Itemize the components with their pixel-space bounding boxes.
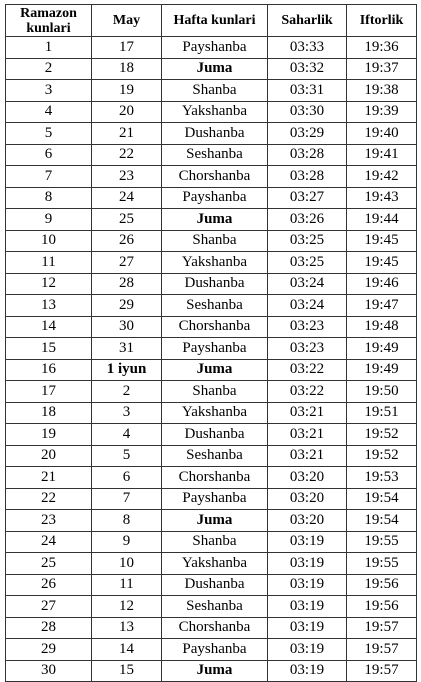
cell-suhoor: 03:19 bbox=[268, 596, 347, 618]
cell-date: 25 bbox=[92, 209, 162, 231]
header-month: May bbox=[92, 5, 162, 37]
cell-ramadan-day: 4 bbox=[6, 101, 92, 123]
table-row bbox=[6, 574, 417, 596]
cell-ramadan-day: 3 bbox=[6, 80, 92, 102]
table-row bbox=[6, 596, 417, 618]
cell-ramadan-day: 17 bbox=[6, 381, 92, 403]
cell-weekday: Juma bbox=[162, 660, 268, 682]
cell-weekday: Dushanba bbox=[162, 123, 268, 145]
cell-weekday: Payshanba bbox=[162, 187, 268, 209]
cell-ramadan-day: 27 bbox=[6, 596, 92, 618]
cell-date: 3 bbox=[92, 402, 162, 424]
cell-ramadan-day: 11 bbox=[6, 252, 92, 274]
table-row bbox=[6, 166, 417, 188]
cell-ramadan-day: 24 bbox=[6, 531, 92, 553]
cell-date: 21 bbox=[92, 123, 162, 145]
table-row bbox=[6, 402, 417, 424]
cell-ramadan-day: 28 bbox=[6, 617, 92, 639]
cell-iftar: 19:54 bbox=[347, 510, 417, 532]
cell-weekday: Dushanba bbox=[162, 424, 268, 446]
cell-suhoor: 03:25 bbox=[268, 230, 347, 252]
cell-weekday: Juma bbox=[162, 510, 268, 532]
cell-date: 8 bbox=[92, 510, 162, 532]
table-row bbox=[6, 639, 417, 661]
cell-date: 31 bbox=[92, 338, 162, 360]
cell-ramadan-day: 21 bbox=[6, 467, 92, 489]
cell-date: 28 bbox=[92, 273, 162, 295]
table-row bbox=[6, 531, 417, 553]
cell-iftar: 19:42 bbox=[347, 166, 417, 188]
table-row bbox=[6, 553, 417, 575]
cell-ramadan-day: 22 bbox=[6, 488, 92, 510]
cell-suhoor: 03:27 bbox=[268, 187, 347, 209]
cell-iftar: 19:52 bbox=[347, 445, 417, 467]
cell-weekday: Shanba bbox=[162, 381, 268, 403]
cell-suhoor: 03:20 bbox=[268, 510, 347, 532]
cell-suhoor: 03:24 bbox=[268, 295, 347, 317]
cell-suhoor: 03:23 bbox=[268, 338, 347, 360]
cell-iftar: 19:52 bbox=[347, 424, 417, 446]
cell-date: 30 bbox=[92, 316, 162, 338]
cell-suhoor: 03:29 bbox=[268, 123, 347, 145]
table-row bbox=[6, 510, 417, 532]
cell-date: 9 bbox=[92, 531, 162, 553]
cell-suhoor: 03:19 bbox=[268, 553, 347, 575]
table-row bbox=[6, 209, 417, 231]
cell-ramadan-day: 20 bbox=[6, 445, 92, 467]
cell-suhoor: 03:28 bbox=[268, 166, 347, 188]
cell-suhoor: 03:19 bbox=[268, 574, 347, 596]
cell-iftar: 19:41 bbox=[347, 144, 417, 166]
table-row bbox=[6, 467, 417, 489]
cell-suhoor: 03:28 bbox=[268, 144, 347, 166]
table-row bbox=[6, 359, 417, 381]
cell-suhoor: 03:19 bbox=[268, 617, 347, 639]
cell-iftar: 19:45 bbox=[347, 252, 417, 274]
header-row bbox=[6, 5, 417, 37]
cell-iftar: 19:38 bbox=[347, 80, 417, 102]
cell-ramadan-day: 5 bbox=[6, 123, 92, 145]
cell-weekday: Dushanba bbox=[162, 574, 268, 596]
cell-ramadan-day: 8 bbox=[6, 187, 92, 209]
cell-iftar: 19:45 bbox=[347, 230, 417, 252]
cell-iftar: 19:44 bbox=[347, 209, 417, 231]
cell-weekday: Shanba bbox=[162, 531, 268, 553]
table-row bbox=[6, 424, 417, 446]
table-row bbox=[6, 316, 417, 338]
cell-suhoor: 03:32 bbox=[268, 58, 347, 80]
cell-suhoor: 03:21 bbox=[268, 424, 347, 446]
cell-weekday: Yakshanba bbox=[162, 252, 268, 274]
cell-ramadan-day: 14 bbox=[6, 316, 92, 338]
cell-weekday: Juma bbox=[162, 359, 268, 381]
cell-ramadan-day: 23 bbox=[6, 510, 92, 532]
cell-suhoor: 03:19 bbox=[268, 660, 347, 682]
cell-date: 27 bbox=[92, 252, 162, 274]
cell-date: 7 bbox=[92, 488, 162, 510]
cell-iftar: 19:40 bbox=[347, 123, 417, 145]
cell-ramadan-day: 9 bbox=[6, 209, 92, 231]
cell-date: 24 bbox=[92, 187, 162, 209]
table-row bbox=[6, 295, 417, 317]
cell-suhoor: 03:22 bbox=[268, 359, 347, 381]
cell-iftar: 19:49 bbox=[347, 338, 417, 360]
header-ramadan-day bbox=[6, 5, 92, 37]
cell-ramadan-day: 18 bbox=[6, 402, 92, 424]
cell-weekday: Shanba bbox=[162, 80, 268, 102]
header-ramadan-day-line2: kunlari bbox=[26, 20, 71, 36]
cell-suhoor: 03:26 bbox=[268, 209, 347, 231]
cell-date: 5 bbox=[92, 445, 162, 467]
cell-date: 13 bbox=[92, 617, 162, 639]
cell-iftar: 19:50 bbox=[347, 381, 417, 403]
cell-ramadan-day: 30 bbox=[6, 660, 92, 682]
cell-ramadan-day: 7 bbox=[6, 166, 92, 188]
cell-date: 29 bbox=[92, 295, 162, 317]
cell-date: 6 bbox=[92, 467, 162, 489]
cell-iftar: 19:53 bbox=[347, 467, 417, 489]
cell-suhoor: 03:24 bbox=[268, 273, 347, 295]
cell-suhoor: 03:31 bbox=[268, 80, 347, 102]
cell-suhoor: 03:25 bbox=[268, 252, 347, 274]
cell-suhoor: 03:22 bbox=[268, 381, 347, 403]
cell-ramadan-day: 25 bbox=[6, 553, 92, 575]
table-row bbox=[6, 230, 417, 252]
cell-date: 19 bbox=[92, 80, 162, 102]
table-row bbox=[6, 381, 417, 403]
cell-ramadan-day: 10 bbox=[6, 230, 92, 252]
cell-weekday: Payshanba bbox=[162, 488, 268, 510]
cell-iftar: 19:47 bbox=[347, 295, 417, 317]
cell-weekday: Chorshanba bbox=[162, 316, 268, 338]
cell-weekday: Juma bbox=[162, 209, 268, 231]
cell-iftar: 19:43 bbox=[347, 187, 417, 209]
cell-ramadan-day: 29 bbox=[6, 639, 92, 661]
cell-date: 1 iyun bbox=[92, 359, 162, 381]
cell-iftar: 19:46 bbox=[347, 273, 417, 295]
cell-date: 10 bbox=[92, 553, 162, 575]
cell-iftar: 19:56 bbox=[347, 574, 417, 596]
cell-ramadan-day: 26 bbox=[6, 574, 92, 596]
cell-date: 11 bbox=[92, 574, 162, 596]
cell-weekday: Seshanba bbox=[162, 445, 268, 467]
cell-date: 4 bbox=[92, 424, 162, 446]
table-row bbox=[6, 338, 417, 360]
cell-suhoor: 03:33 bbox=[268, 37, 347, 59]
cell-date: 14 bbox=[92, 639, 162, 661]
cell-ramadan-day: 13 bbox=[6, 295, 92, 317]
cell-weekday: Shanba bbox=[162, 230, 268, 252]
cell-weekday: Yakshanba bbox=[162, 101, 268, 123]
cell-ramadan-day: 19 bbox=[6, 424, 92, 446]
cell-iftar: 19:37 bbox=[347, 58, 417, 80]
table-row bbox=[6, 187, 417, 209]
timetable-body bbox=[6, 37, 417, 682]
cell-iftar: 19:56 bbox=[347, 596, 417, 618]
cell-suhoor: 03:21 bbox=[268, 445, 347, 467]
cell-ramadan-day: 6 bbox=[6, 144, 92, 166]
ramadan-timetable bbox=[5, 4, 417, 682]
cell-iftar: 19:57 bbox=[347, 617, 417, 639]
cell-ramadan-day: 12 bbox=[6, 273, 92, 295]
cell-date: 15 bbox=[92, 660, 162, 682]
cell-weekday: Seshanba bbox=[162, 295, 268, 317]
cell-iftar: 19:49 bbox=[347, 359, 417, 381]
cell-iftar: 19:48 bbox=[347, 316, 417, 338]
cell-weekday: Payshanba bbox=[162, 37, 268, 59]
table-row bbox=[6, 101, 417, 123]
cell-weekday: Juma bbox=[162, 58, 268, 80]
cell-iftar: 19:51 bbox=[347, 402, 417, 424]
cell-date: 12 bbox=[92, 596, 162, 618]
cell-weekday: Seshanba bbox=[162, 144, 268, 166]
cell-iftar: 19:39 bbox=[347, 101, 417, 123]
cell-weekday: Payshanba bbox=[162, 338, 268, 360]
cell-weekday: Yakshanba bbox=[162, 553, 268, 575]
header-suhoor: Saharlik bbox=[268, 5, 347, 37]
table-row bbox=[6, 252, 417, 274]
cell-weekday: Chorshanba bbox=[162, 166, 268, 188]
cell-suhoor: 03:30 bbox=[268, 101, 347, 123]
table-row bbox=[6, 123, 417, 145]
cell-weekday: Payshanba bbox=[162, 639, 268, 661]
cell-suhoor: 03:19 bbox=[268, 531, 347, 553]
cell-suhoor: 03:23 bbox=[268, 316, 347, 338]
table-row bbox=[6, 445, 417, 467]
table-row bbox=[6, 144, 417, 166]
table-row bbox=[6, 617, 417, 639]
table-row bbox=[6, 80, 417, 102]
cell-suhoor: 03:20 bbox=[268, 488, 347, 510]
table-row bbox=[6, 273, 417, 295]
cell-date: 18 bbox=[92, 58, 162, 80]
cell-ramadan-day: 1 bbox=[6, 37, 92, 59]
cell-date: 22 bbox=[92, 144, 162, 166]
header-ramadan-day-line1: Ramazon bbox=[20, 5, 77, 21]
cell-weekday: Chorshanba bbox=[162, 467, 268, 489]
cell-iftar: 19:54 bbox=[347, 488, 417, 510]
cell-weekday: Yakshanba bbox=[162, 402, 268, 424]
cell-date: 20 bbox=[92, 101, 162, 123]
cell-weekday: Seshanba bbox=[162, 596, 268, 618]
cell-date: 26 bbox=[92, 230, 162, 252]
cell-weekday: Chorshanba bbox=[162, 617, 268, 639]
table-row bbox=[6, 660, 417, 682]
cell-suhoor: 03:20 bbox=[268, 467, 347, 489]
cell-weekday: Dushanba bbox=[162, 273, 268, 295]
ramadan-timetable-sheet bbox=[5, 4, 416, 677]
cell-iftar: 19:55 bbox=[347, 553, 417, 575]
table-row bbox=[6, 58, 417, 80]
table-row bbox=[6, 488, 417, 510]
cell-date: 17 bbox=[92, 37, 162, 59]
cell-ramadan-day: 15 bbox=[6, 338, 92, 360]
cell-ramadan-day: 16 bbox=[6, 359, 92, 381]
table-row bbox=[6, 37, 417, 59]
header-weekday: Hafta kunlari bbox=[162, 5, 268, 37]
header-iftar: Iftorlik bbox=[347, 5, 417, 37]
cell-iftar: 19:57 bbox=[347, 639, 417, 661]
cell-iftar: 19:55 bbox=[347, 531, 417, 553]
cell-ramadan-day: 2 bbox=[6, 58, 92, 80]
cell-suhoor: 03:19 bbox=[268, 639, 347, 661]
cell-date: 23 bbox=[92, 166, 162, 188]
cell-iftar: 19:36 bbox=[347, 37, 417, 59]
cell-suhoor: 03:21 bbox=[268, 402, 347, 424]
cell-iftar: 19:57 bbox=[347, 660, 417, 682]
cell-date: 2 bbox=[92, 381, 162, 403]
